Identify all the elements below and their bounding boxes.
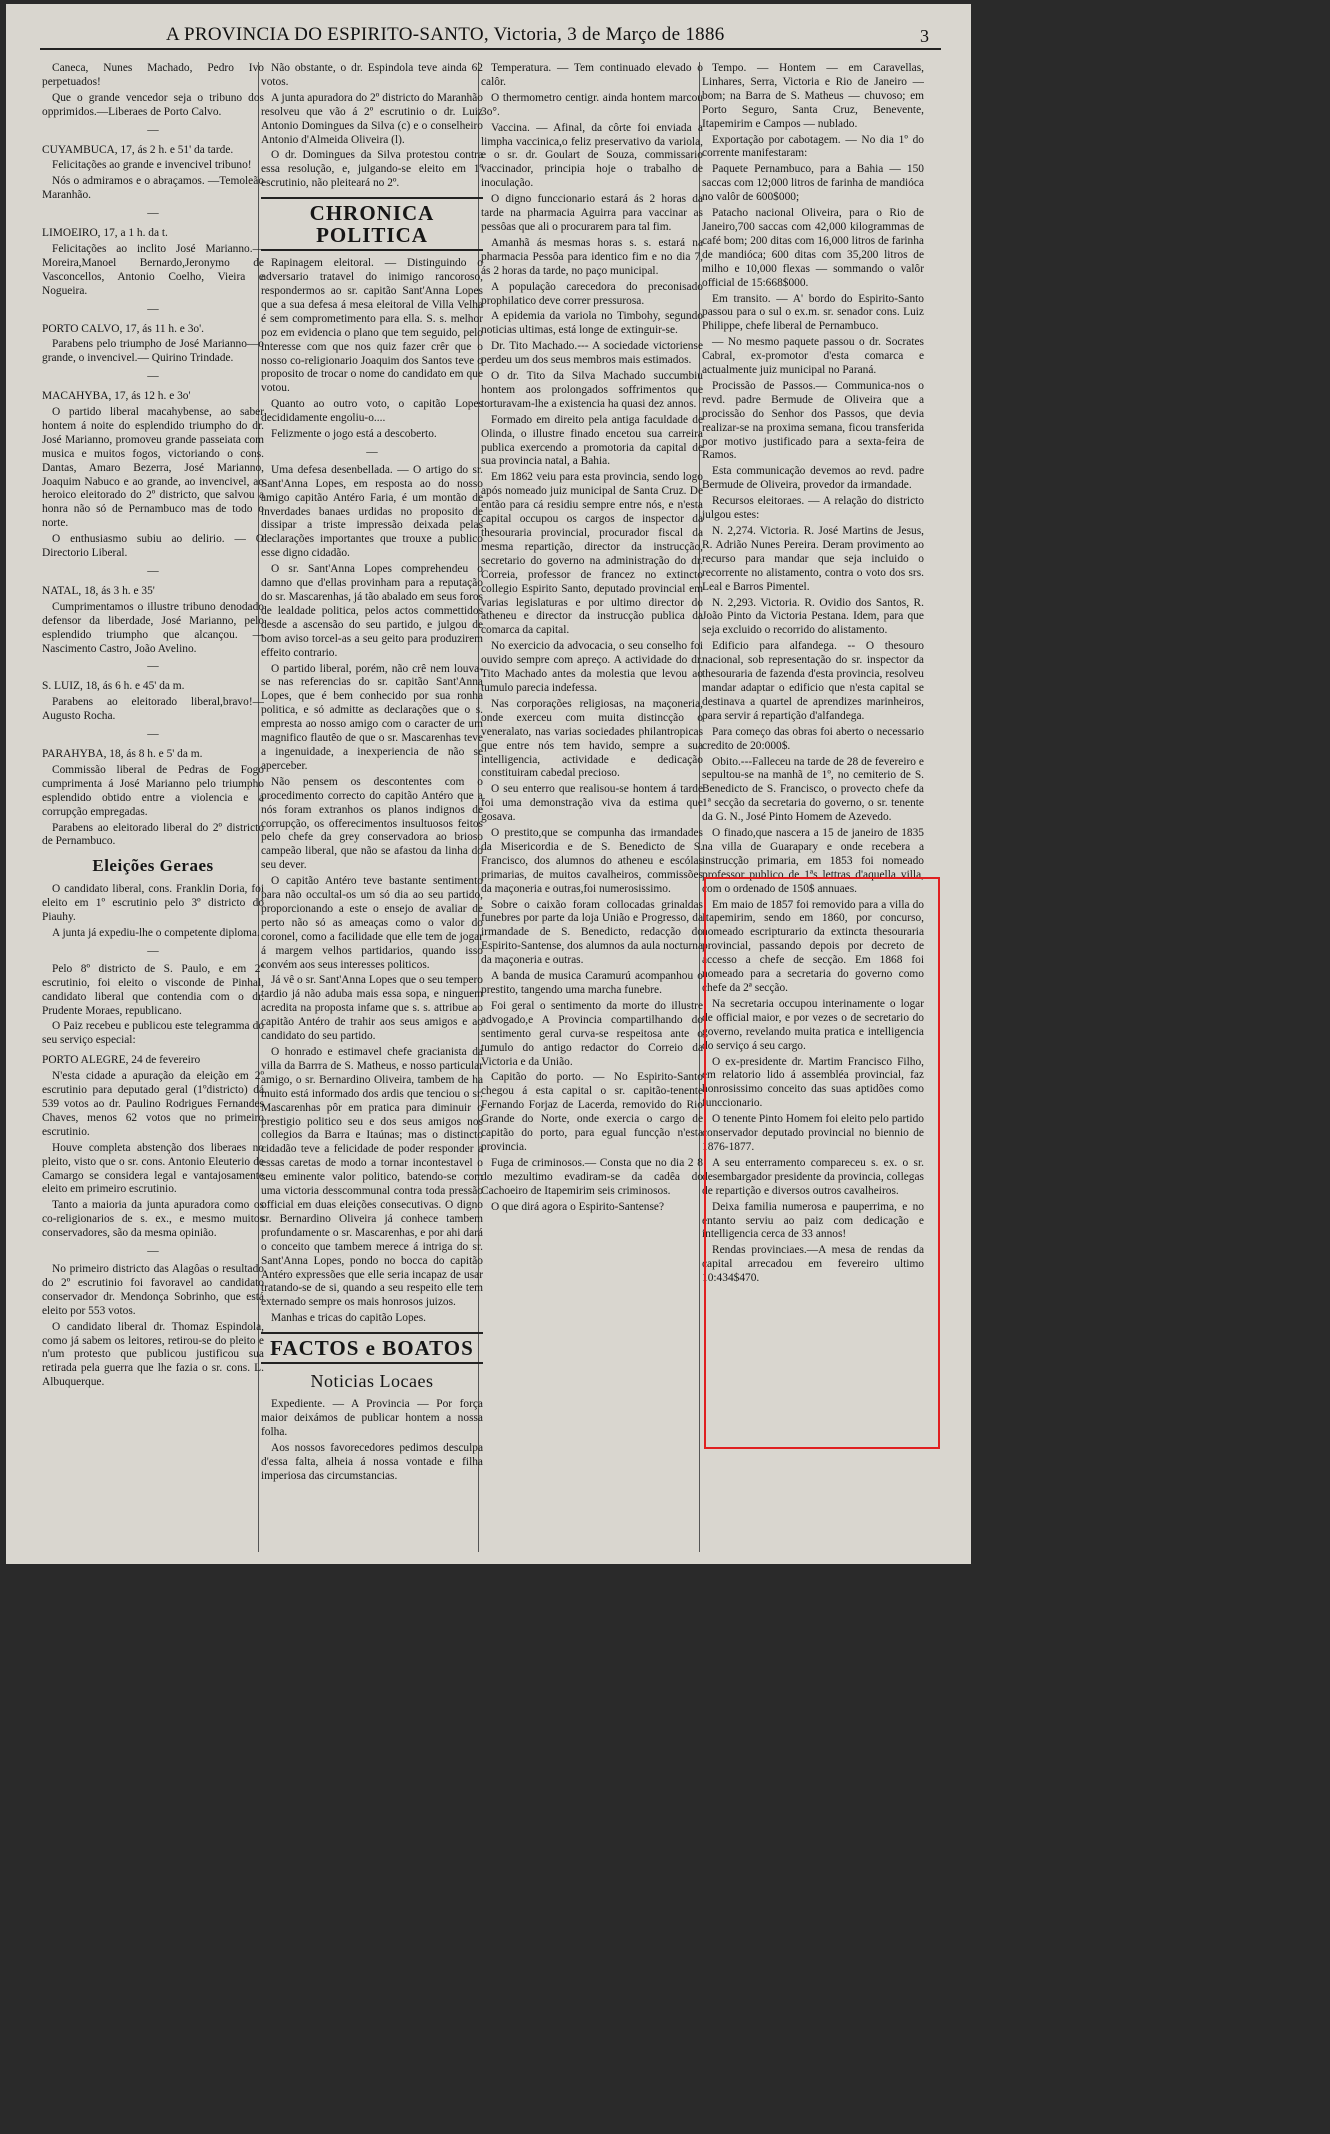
paragraph: O seu enterro que realisou-se hontem á tarde foi uma demonstração viva da estima que gosava. [481,783,703,824]
paragraph: Parabens pelo triumpho de José Marianno—o grande, o invencivel.— Quirino Trindade. [42,338,264,365]
obituary-paragraph: Deixa familia numerosa e pauperrima, e no entanto serviu ao paiz com dedicação e intelligencia cerca de 33 annos! [702,1200,924,1241]
paragraph: O enthusiasmo subiu ao delirio. — O Directorio Liberal. [42,533,264,560]
paragraph: — No mesmo paquete passou o dr. Socrates Cabral, ex-promotor d'esta comarca e actualmente juiz municipal no Paraná. [702,336,924,377]
paragraph: O capitão Antéro teve bastante sentimento para não occultal-os um só dia ao seu partido, proporcionando a este o ensejo de avaliar de perto não só as ameaças como o valor do coronel, como a facilidade que elle tem de jogar á margem velhos partidarios, quando isso convém aos seus interesses politicos. [261,875,483,971]
obituary-paragraph: O finado,que nascera a 15 de janeiro de 1835 na villa de Guarapary e onde recebera a instrucção primaria, em 1853 foi nomeado professor publico de 1ªs lettras d'aquella villa, com o ordenado de 150$ annuaes. [702,827,924,895]
paragraph: A epidemia da variola no Timbohy, segundo noticias ultimas, está longe de extinguir-se. [481,310,703,337]
paragraph: Parabens ao eleitorado liberal,bravo!—Augusto Rocha. [42,696,264,723]
paragraph: O dr. Domingues da Silva protestou contra essa resolução, e, julgando-se eleito em 1º escrutinio, não pleiteará no 2º. [261,149,483,190]
paragraph: Tempo. — Hontem — em Caravellas, Linhares, Serra, Victoria e Rio de Janeiro — bom; na Barra de S. Matheus — chuvoso; em Porto Seguro, Santa Cruz, Benevente, Itapemirim e Campos — nublado. [702,62,924,130]
section-subheading: Noticias Locaes [310,1371,434,1392]
paragraph: Em transito. — A' bordo do Espirito-Santo passou para o sul o ex.m. sr. senador cons. Luiz Philippe, chefe liberal de Pernambuco. [702,292,924,333]
paragraph: O que dirá agora o Espirito-Santense? [491,1200,665,1213]
paragraph: Felizmente o jogo está a descoberto. [271,428,437,441]
masthead [6,4,971,48]
dateline: MACAHYBA, 17, ás 12 h. e 3o' [42,390,191,403]
paragraph: O partido liberal macahybense, ao saber hontem á noite do esplendido triumpho do dr. José Marianno, promoveu grande passeiata com musica e muitos fogos, victoriando o cons. Dantas, Amaro Bezerra, José Marianno, Joaquim Nabuco e ao grande, ao invencivel, ao heroico eleitorado do 2º districto, que salvou a honra não só de Pernambuco mas de todo o norte. [42,406,264,530]
paragraph: Felicitações ao grande e invencivel tribuno! [52,159,252,172]
column-4 [702,62,924,1552]
paragraph: Rapinagem eleitoral. — Distinguindo o adversario tratavel do inimigo rancoroso, respondermos ao sr. capitão Sant'Anna Lopes que a sua defesa á mesa eleitoral de Villa Velha é sem comprometimento para ella. S. s. melhor poz em evidencia o plano que tem seguido, pelo interesse com que nos quiz fazer crêr que o nosso co-religionario Joaquim dos Santos teve o proposito de trocar o nome do candidato em que votou. [261,257,483,395]
paragraph: A população carecedora do preconisado prophilatico deve correr pressurosa. [481,280,703,307]
paragraph: Felicitações ao inclito José Marianno.—Moreira,Manoel Bernardo,Jeronymo de Vasconcellos, Antonio Coelho, Vieira e Nogueira. [42,242,264,297]
paragraph: Capitão do porto. — No Espirito-Santo chegou á esta capital o sr. capitão-tenente Fernando Forjaz de Lacerda, removido do Rio Grande do Norte, onde exercia o cargo de capitão do porto, para egual funcção n'esta provincia. [481,1071,703,1153]
paragraph: Paquete Pernambuco, para a Bahia — 150 saccas com 12;000 litros de farinha de mandióca no valôr de 600$000; [702,163,924,204]
paragraph: Caneca, Nunes Machado, Pedro Ivo perpetuados! [42,62,264,88]
paragraph: No primeiro districto das Alagôas o resultado do 2º escrutinio foi favoravel ao candidato conservador dr. Mendonça Sobrinho, que está eleito por 553 votos. [42,1262,264,1317]
paragraph: O Paiz recebeu e publicou este telegramma do seu serviço especial: [42,1020,264,1047]
column-1: Caneca, Nunes Machado, Pedro Ivo perpetuados! Que o grande vencedor seja o tribuno dos opprimidos.—Liberaes de Porto Calvo. — CUYAMBUCA, 17, ás 2 h. e 51' da tarde. Felicitações ao grande e invencivel tribuno! Nós o admiramos e o abraçamos. —Temoleão Maranhão. — LIMOEIRO, 17, a 1 h. da t. Felicitações ao inclito José Marianno.—Moreira,Manoel Bernardo,Jeronymo de Vasconcellos, Antonio Coelho, Vieira e Nogueira. — PORTO CALVO, 17, ás 11 h. e 3o'. Parabens pelo triumpho de José Marianno—o grande, o invencivel.— Quirino Trindade. — MACAHYBA, 17, ás 12 h. e 3o' O partido liberal macahybense, ao saber hontem á noite do esplendido triumpho do dr. José Marianno, promoveu grande passeiata com musica e muitos fogos, victoriando o cons. Dantas, Amaro Bezerra, José Marianno, Joaquim Nabuco e ao grande, ao invencivel, ao heroico eleitorado do 2º districto, que salvou a honra não só de Pernambuco mas de todo o norte. O enthusiasmo subiu ao delirio. — O Directorio Liberal. — NATAL, 18, ás 3 h. e 35' Cumprimentamos o illustre tribuno denodado defensor da liberdade, José Marianno, pelo esplendido triumpho que alcançou. — Nascimento Castro, João Avelino. — S. LUIZ, 18, ás 6 h. e 45' da m. Parabens ao eleitorado liberal,bravo!—Augusto Rocha. — PARAHYBA, 18, ás 8 h. e 5' da m. Commissão liberal de Pedras de Fogo cumprimenta á José Marianno pelo triumpho esplendido obtido entre a violencia e a corrupção empregadas. Parabens ao eleitorado liberal do 2º districto de Pernambuco. Eleições Geraes O candidato liberal, cons. Franklin Doria, foi eleito em 1º escrutinio pelo 3º districto do Piauhy. A junta já expediu-lhe o competente diploma. — Pelo 8º districto de S. Paulo, e em 2º escrutinio, foi eleito o visconde de Pinhal, candidato liberal que contendia com o dr. Prudente Moraes, republicano. O Paiz recebeu e publicou este telegramma do seu serviço especial: PORTO ALEGRE, 24 de fevereiro N'esta cidade a apuração da eleição em 2º escrutinio para deputado geral (1ºdistricto) dá 539 votos ao dr. Paulino Rodrigues Fernandes Chaves, menos 62 votos que no primeiro escrutinio. Houve completa abstenção dos liberaes no pleito, visto que o sr. cons. Antonio Eleuterio de Camargo se considera legal e vantajosamente eleito em primeiro escrutinio. Tanto a maioria da junta apuradora como os co-religionarios de s. ex., e mesmo muitos conservadores, são da mesma opinião. — No primeiro districto das Alagôas o resultado do 2º escrutinio foi favoravel ao candidato conservador dr. Mendonça Sobrinho, que está eleito por 553 votos. O candidato liberal dr. Thomaz Espindola, como já sabem os leitores, retirou-se do pleito e n'um protesto que publicou justificou sua retirada pela guerra que lhe fazia o sr. cons. L. Albuquerque. [42,62,264,1389]
paragraph: Parabens ao eleitorado liberal do 2º districto de Pernambuco. [42,821,264,848]
paragraph: O thermometro centigr. ainda hontem marcou 3o°. [481,91,703,118]
paragraph: Nós o admiramos e o abraçamos. —Temoleão Maranhão. [42,175,264,202]
dateline: NATAL, 18, ás 3 h. e 35' [42,584,155,597]
page-number: 3 [920,26,929,46]
paragraph: Exportação por cabotagem. — No dia 1º do corrente manifestaram: [702,133,924,160]
paragraph: Esta communicação devemos ao revd. padre Bermude de Oliveira, provedor da irmandade. [702,465,924,492]
paragraph: N. 2,293. Victoria. R. Ovidio dos Santos, R. João Pinto da Victoria Pestana. Idem, para que seja excluido o recorrido do alistamento. [702,596,924,637]
paragraph: Nas corporações religiosas, na maçoneria, onde exerceu com muita distincção o veneralato, nas varias sociedades philantropicas que entre nós tem havido, sempre a sua intelligencia, actividade e dedicação constituiram cabedal precioso. [481,697,703,780]
paragraph: N. 2,274. Victoria. R. José Martins de Jesus, R. Adrião Nunes Pereira. Deram provimento ao recurso para mandar que seja incluido o recorrente no alistamento, contra o voto dos srs. Leal e Barros Pimentel. [702,525,924,593]
dateline: S. LUIZ, 18, ás 6 h. e 45' da m. [42,680,185,693]
masthead-rule [40,48,941,50]
dateline: LIMOEIRO, 17, a 1 h. da t. [42,227,168,240]
paragraph: Procissão de Passos.— Communica-nos o revd. padre Bermude de Oliveira que a procissão do Senhor dos Passos, que devia realizar-se na proxima semana, ficou transferida por motivo justificado para a sexta-feira de Ramos. [702,379,924,462]
paragraph: Manhas e tricas do capitão Lopes. [271,1312,426,1325]
paragraph: Quanto ao outro voto, o capitão Lopes decididamente engoliu-o.... [261,398,483,425]
paragraph: Aos nossos favorecedores pedimos desculpa d'essa falta, alheia á nossa vontade e filha imperiosa das circumstancias. [261,1441,483,1482]
paragraph: Temperatura. — Tem continuado elevado o calôr. [481,62,703,88]
dateline: PARAHYBA, 18, ás 8 h. e 5' da m. [42,747,203,760]
obituary-paragraph: Em maio de 1857 foi removido para a villa do Itapemirim, sendo em 1860, por concurso, nomeado escripturario da extincta thesouraria provincial, passando depois por decreto de accesso a chefe de secção. Em 1868 foi nomeado para a secretaria do governo como chefe da 2ª secção. [702,898,924,994]
paragraph: Em 1862 veiu para esta provincia, sendo logo após nomeado juiz municipal de Santa Cruz. De então para cá residiu sempre entre nós, e n'esta capital occupou os cargos de inspector da thesouraria provincial, procurador fiscal da mesma repartição, director da instrucção, secretario do governo na administração do dr. Correia, professor de francez no extincto collegio Espirito Santo, deputado provincial em varias legislaturas e por ultimo director do atheneu e director da instrucção publica da comarca da capital. [481,471,703,637]
paragraph: O candidato liberal dr. Thomaz Espindola, como já sabem os leitores, retirou-se do pleito e n'um protesto que publicou justificou sua retirada pela guerra que lhe fazia o sr. cons. L. Albuquerque. [42,1320,264,1389]
dateline: PORTO ALEGRE, 24 de fevereiro [42,1054,201,1067]
paragraph: Formado em direito pela antiga faculdade de Olinda, o illustre finado encetou sua carreira publica exercendo a promotoria da capital de sua provincia natal, a Bahia. [481,413,703,468]
obituary-paragraph: O tenente Pinto Homem foi eleito pelo partido conservador deputado provincial no biennio de 1876-1877. [702,1113,924,1153]
paragraph: Não pensem os descontentes com o procedimento correcto do capitão Antéro que a nós foram extranhos os planos indignos de corrupção, os offerecimentos insultuosos feitos pelo chefe da grey conservadora ao brioso campeão liberal, que não se afastou da linha do seu dever. [261,775,483,872]
paragraph: Houve completa abstenção dos liberaes no pleito, visto que o sr. cons. Antonio Eleuterio de Camargo se considera legal e vantajosamente eleito em primeiro escrutinio. [42,1141,264,1196]
paragraph: Sobre o caixão foram collocadas grinaldas funebres por parte da loja União e Progresso, da irmandade de S. Benedicto, redacção do Espirito-Santense, dos alumnos da aula nocturna da maçoneria e outras. [481,898,703,967]
paragraph: A junta já expediu-lhe o competente diploma. [52,927,260,940]
paragraph: A junta apuradora do 2º districto do Maranhão resolveu que vão á 2º escrutinio o dr. Luiz Antonio Domingues da Silva (c) e o conselheiro Antonio d'Almeida Oliveira (l). [261,91,483,146]
paragraph: Que o grande vencedor seja o tribuno dos opprimidos.—Liberaes de Porto Calvo. [42,91,264,118]
paragraph: Uma defesa desenbellada. — O artigo do sr. Sant'Anna Lopes, em resposta ao do nosso amigo capitão Antéro Faria, é um montão de inverdades banaes urdidas no proposito de dissipar a triste impressão deixada pelas declarações importantes que trouxe a publico esse digno cidadão. [261,463,483,560]
column-2: Não obstante, o dr. Espindola teve ainda 62 votos. A junta apuradora do 2º districto do Maranhão resolveu que vão á 2º escrutinio o dr. Luiz Antonio Domingues da Silva (c) e o conselheiro Antonio d'Almeida Oliveira (l). O dr. Domingues da Silva protestou contra essa resolução, e, julgando-se eleito em 1º escrutinio, não pleiteará no 2º. CHRONICA POLITICA Rapinagem eleitoral. — Distinguindo o adversario tratavel do inimigo rancoroso, respondermos ao sr. capitão Sant'Anna Lopes que a sua defesa á mesa eleitoral de Villa Velha é sem comprometimento para ella. S. s. melhor poz em evidencia o plano que tem seguido, pelo interesse com que nos quiz fazer crêr que o nosso co-religionario Joaquim dos Santos teve o proposito de trocar o nome do candidato em que votou. Quanto ao outro voto, o capitão Lopes decididamente engoliu-o.... Felizmente o jogo está a descoberto. — Uma defesa desenbellada. — O artigo do sr. Sant'Anna Lopes, em resposta ao do nosso amigo capitão Antéro Faria, é um montão de inverdades banaes urdidas no proposito de dissipar a triste impressão deixada pelas declarações importantes que trouxe a publico esse digno cidadão. O sr. Sant'Anna Lopes comprehendeu o damno que d'ellas provinham para a reputação do sr. Mascarenhas, já tão abalado em seus foros de lealdade politica, pelos actos commettidos desde a ascensão do seu partido, e julgou de bom aviso torcel-as a seu geito para produzirem effeito contrario. O partido liberal, porém, não crê nem louva-se nas referencias do sr. capitão Sant'Anna Lopes, que é bem conhecido por sua ronha politica, e só admitte as declarações que o s. empresta ao nosso amigo com o caracter de um magnifico flautêo de que o sr. Mascarenhas teve a ingenuidade, a inexperiencia de não se aperceber. Não pensem os descontentes com o procedimento correcto do capitão Antéro que a nós foram extranhos os planos indignos de corrupção, os offerecimentos insultuosos feitos pelo chefe da grey conservadora ao brioso campeão liberal, que não se afastou da linha do seu dever. O capitão Antéro teve bastante sentimento para não occultal-os um só dia ao seu partido, proporcionando a este o ensejo de avaliar de perto não só as ameaças como o valor do coronel, como a facilidade que elle tem de jogar á margem velhos partidarios, quando isso convém aos seus interesses politicos. Já vê o sr. Sant'Anna Lopes que o seu tempero tardio já não aduba mais essa sopa, e ninguem acredita na proposta infame que s. s. attribue ao capitão Antéro de trahir aos seus amigos e ao candidato do seu partido. O honrado e estimavel chefe gracianista da villa da Barrra de S. Matheus, e nosso particular amigo, o sr. Bernardino Oliveira, tambem de ha muito está informado dos ardis que tenciou o sr. Mascarenhas pôr em pratica para diminuir o prestigio politico seu e dos seus amigos nos collegios da Barra e Itaúnas; mas o distincto cidadão teve a felicidade de poder responder a essas caretas de modo a tornar incontestavel o seu eminente valor politico, batendo-se com uma victoria desscommunal contra toda pressão official em duas eleições consecutivas. O digno sr. Bernardino Oliveira já conhece tambem profundamente o sr. Mascarenhas, e por ahi dará o conceito que tambem merece á intriga do sr. Sant'Anna Lopes, pondo no bocca do capitão Antéro expressões que elle seria incapaz de usar tratando-se de si, quando a seu respeito elle tem externado sempre os mais honrosos juizos. Manhas e tricas do capitão Lopes. FACTOS e BOATOS Noticias Locaes Expediente. — A Provincia — Por força maior deixámos de publicar hontem a nossa folha. Aos nossos favorecedores pedimos desculpa d'essa falta, alheia á nossa vontade e filha imperiosa das circumstancias. [261,62,483,1482]
dateline: CUYAMBUCA, 17, ás 2 h. e 51' da tarde. [42,143,234,156]
paragraph: O honrado e estimavel chefe gracianista da villa da Barrra de S. Matheus, e nosso particular amigo, o sr. Bernardino Oliveira, tambem de ha muito está informado dos ardis que tenciou o sr. Mascarenhas pôr em pratica para diminuir o prestigio politico seu e dos seus amigos nos collegios da Barra e Itaúnas; mas o distincto cidadão teve a felicidade de poder responder a essas caretas de modo a tornar incontestavel o seu eminente valor politico, batendo-se com uma victoria desscommunal contra toda pressão official em duas eleições consecutivas. O digno sr. Bernardino Oliveira já conhece tambem profundamente o sr. Mascarenhas, e por ahi dará o conceito que tambem merece á intriga do sr. Sant'Anna Lopes, pondo no bocca do capitão Antéro expressões que elle seria incapaz de usar tratando-se de si, quando a seu respeito elle tem externado sempre os mais honrosos juizos. [261,1046,483,1309]
paragraph: Já vê o sr. Sant'Anna Lopes que o seu tempero tardio já não aduba mais essa sopa, e ninguem acredita na proposta infame que s. s. attribue ao capitão Antéro de trahir aos seus amigos e ao candidato do seu partido. [261,974,483,1043]
paragraph: O digno funccionario estará ás 2 horas da tarde na pharmacia Aguirra para vaccinar as pessôas que ali o procurarem para tal fim. [481,193,703,233]
paragraph: Commissão liberal de Pedras de Fogo cumprimenta á José Marianno pelo triumpho esplendido obtido entre a violencia e a corrupção empregadas. [42,763,264,818]
paragraph: A banda de musica Caramurú acompanhou o prestito, tangendo uma marcha funebre. [481,970,703,996]
paragraph: Vaccina. — Afinal, da côrte foi enviada a limpha vaccinica,o feliz preservativo da variola, e o sr. dr. Goulart de Souza, commissario vaccinador, principia hoje o trabalho de inoculação. [481,121,703,190]
paragraph: O candidato liberal, cons. Franklin Doria, foi eleito em 1º escrutinio pelo 3º districto do Piauhy. [42,883,264,924]
masthead-title: A PROVINCIA DO ESPIRITO-SANTO, Victoria, 3 de Março de 1886 [166,24,725,45]
paragraph: Não obstante, o dr. Espindola teve ainda 62 votos. [261,62,483,88]
paragraph: Dr. Tito Machado.--- A sociedade victoriense perdeu um dos seus membros mais estimados. [481,340,703,367]
paragraph: Cumprimentamos o illustre tribuno denodado defensor da liberdade, José Marianno, pelo esplendido triumpho que alcançou. — Nascimento Castro, João Avelino. [42,600,264,655]
obituary-paragraph: A seu enterramento compareceu s. ex. o sr. desembargador presidente da provincia, collegas de repartição e diversos outros cavalheiros. [702,1156,924,1197]
paragraph: Rendas provinciaes.—A mesa de rendas da capital arrecadou em fevereiro ultimo 10:434$470. [702,1244,924,1285]
newspaper-page [6,4,971,1564]
paragraph: O partido liberal, porém, não crê nem louva-se nas referencias do sr. capitão Sant'Anna Lopes, que é bem conhecido por sua ronha politica, e só admitte as declarações que o s. empresta ao nosso amigo com o caracter de um magnifico flautêo de que o sr. Mascarenhas teve a ingenuidade, a inexperiencia de não se aperceber. [261,662,483,772]
section-heading: Eleições Geraes [92,856,214,876]
paragraph: Amanhã ás mesmas horas s. s. estará na pharmacia Pessôa para identico fim e no dia 7, ás 2 horas da tarde, no paço municipal. [481,236,703,277]
paragraph: Para começo das obras foi aberto o necessario credito de 20:000$. [702,725,924,752]
paragraph: Pelo 8º districto de S. Paulo, e em 2º escrutinio, foi eleito o visconde de Pinhal, candidato liberal que contendia com o dr. Prudente Moraes, republicano. [42,962,264,1017]
paragraph: Foi geral o sentimento da morte do illustre advogado,e A Provincia compartilhando do sentimento geral curva-se respeitosa ante o tumulo do antigo redactor do Correio da Victoria e da União. [481,999,703,1068]
dateline: PORTO CALVO, 17, ás 11 h. e 3o'. [42,322,205,335]
obituary-paragraph: Obito.---Falleceu na tarde de 28 de fevereiro e sepultou-se na manhã de 1º, no cemiterio de S. Benedicto de S. Francisco, o provecto chefe da 1ª secção da secretaria do governo, o sr. tenente da G. N., José Pinto Homem de Azevedo. [702,755,924,824]
paragraph: O dr. Tito da Silva Machado succumbiu hontem aos prolongados soffrimentos que torturavam-lhe a existencia ha quasi dez annos. [481,370,703,410]
paragraph: Recursos eleitoraes. — A relação do districto julgou estes: [702,495,924,522]
obituary-paragraph: Na secretaria occupou interinamente o logar de official maior, e por vezes o de secretario do governo, revelando muita pratica e intelligencia do serviço á seu cargo. [702,997,924,1052]
paragraph: Patacho nacional Oliveira, para o Rio de Janeiro,700 saccas com 42,000 kilogrammas de café bom; 200 ditas com 16,000 litros de farinha de mandióca; 600 ditas com 35,200 litros de milho e 10,000 flexas — sommando o valôr official de 15:668$000. [702,207,924,289]
paragraph: Tanto a maioria da junta apuradora como os co-religionarios de s. ex., e mesmo muitos conservadores, são da mesma opinião. [42,1199,264,1240]
paragraph: O prestito,que se compunha das irmandades da Misericordia e de S. Benedicto de S. Francisco, dos alumnos do atheneu e escólas primarias, de muitos cavalheiros, commissões da maçoneria e outras,foi numerosissimo. [481,827,703,895]
section-heading: FACTOS e BOATOS [261,1332,483,1364]
paragraph: No exercicio da advocacia, o seu conselho foi ouvido sempre com apreço. A actividade do dr. Tito Machado antes da molestia que levou ao tumulo parecia indefessa. [481,640,703,694]
obituary-paragraph: O ex-presidente dr. Martim Francisco Filho, em relatorio lido á assembléa provincial, faz honrosissimo conceito das suas aptidões como funccionario. [702,1055,924,1110]
paragraph: Edificio para alfandega. -- O thesouro nacional, sob representação do sr. inspector da thesouraria de fazenda d'esta provincia, resolveu mandar adaptar o edificio que n'esta capital se destinava a quartel de aprendizes marinheiros, para servir á repartição d'alfandega. [702,640,924,722]
section-heading: CHRONICA POLITICA [261,197,483,251]
paragraph: Expediente. — A Provincia — Por força maior deixámos de publicar hontem a nossa folha. [261,1398,483,1438]
column-3 [481,62,703,1552]
paragraph: O sr. Sant'Anna Lopes comprehendeu o damno que d'ellas provinham para a reputação do sr. Mascarenhas, já tão abalado em seus foros de lealdade politica, pelos actos commettidos desde a ascensão do seu partido, e julgou de bom aviso torcel-as a seu geito para produzirem effeito contrario. [261,563,483,659]
paragraph: Fuga de criminosos.— Consta que no dia 2 8 do mezultimo evadiram-se da cadêa do Cachoeiro de Itapemirim seis criminosos. [481,1156,703,1197]
paragraph: N'esta cidade a apuração da eleição em 2º escrutinio para deputado geral (1ºdistricto) dá 539 votos ao dr. Paulino Rodrigues Fernandes Chaves, menos 62 votos que no primeiro escrutinio. [42,1070,264,1138]
